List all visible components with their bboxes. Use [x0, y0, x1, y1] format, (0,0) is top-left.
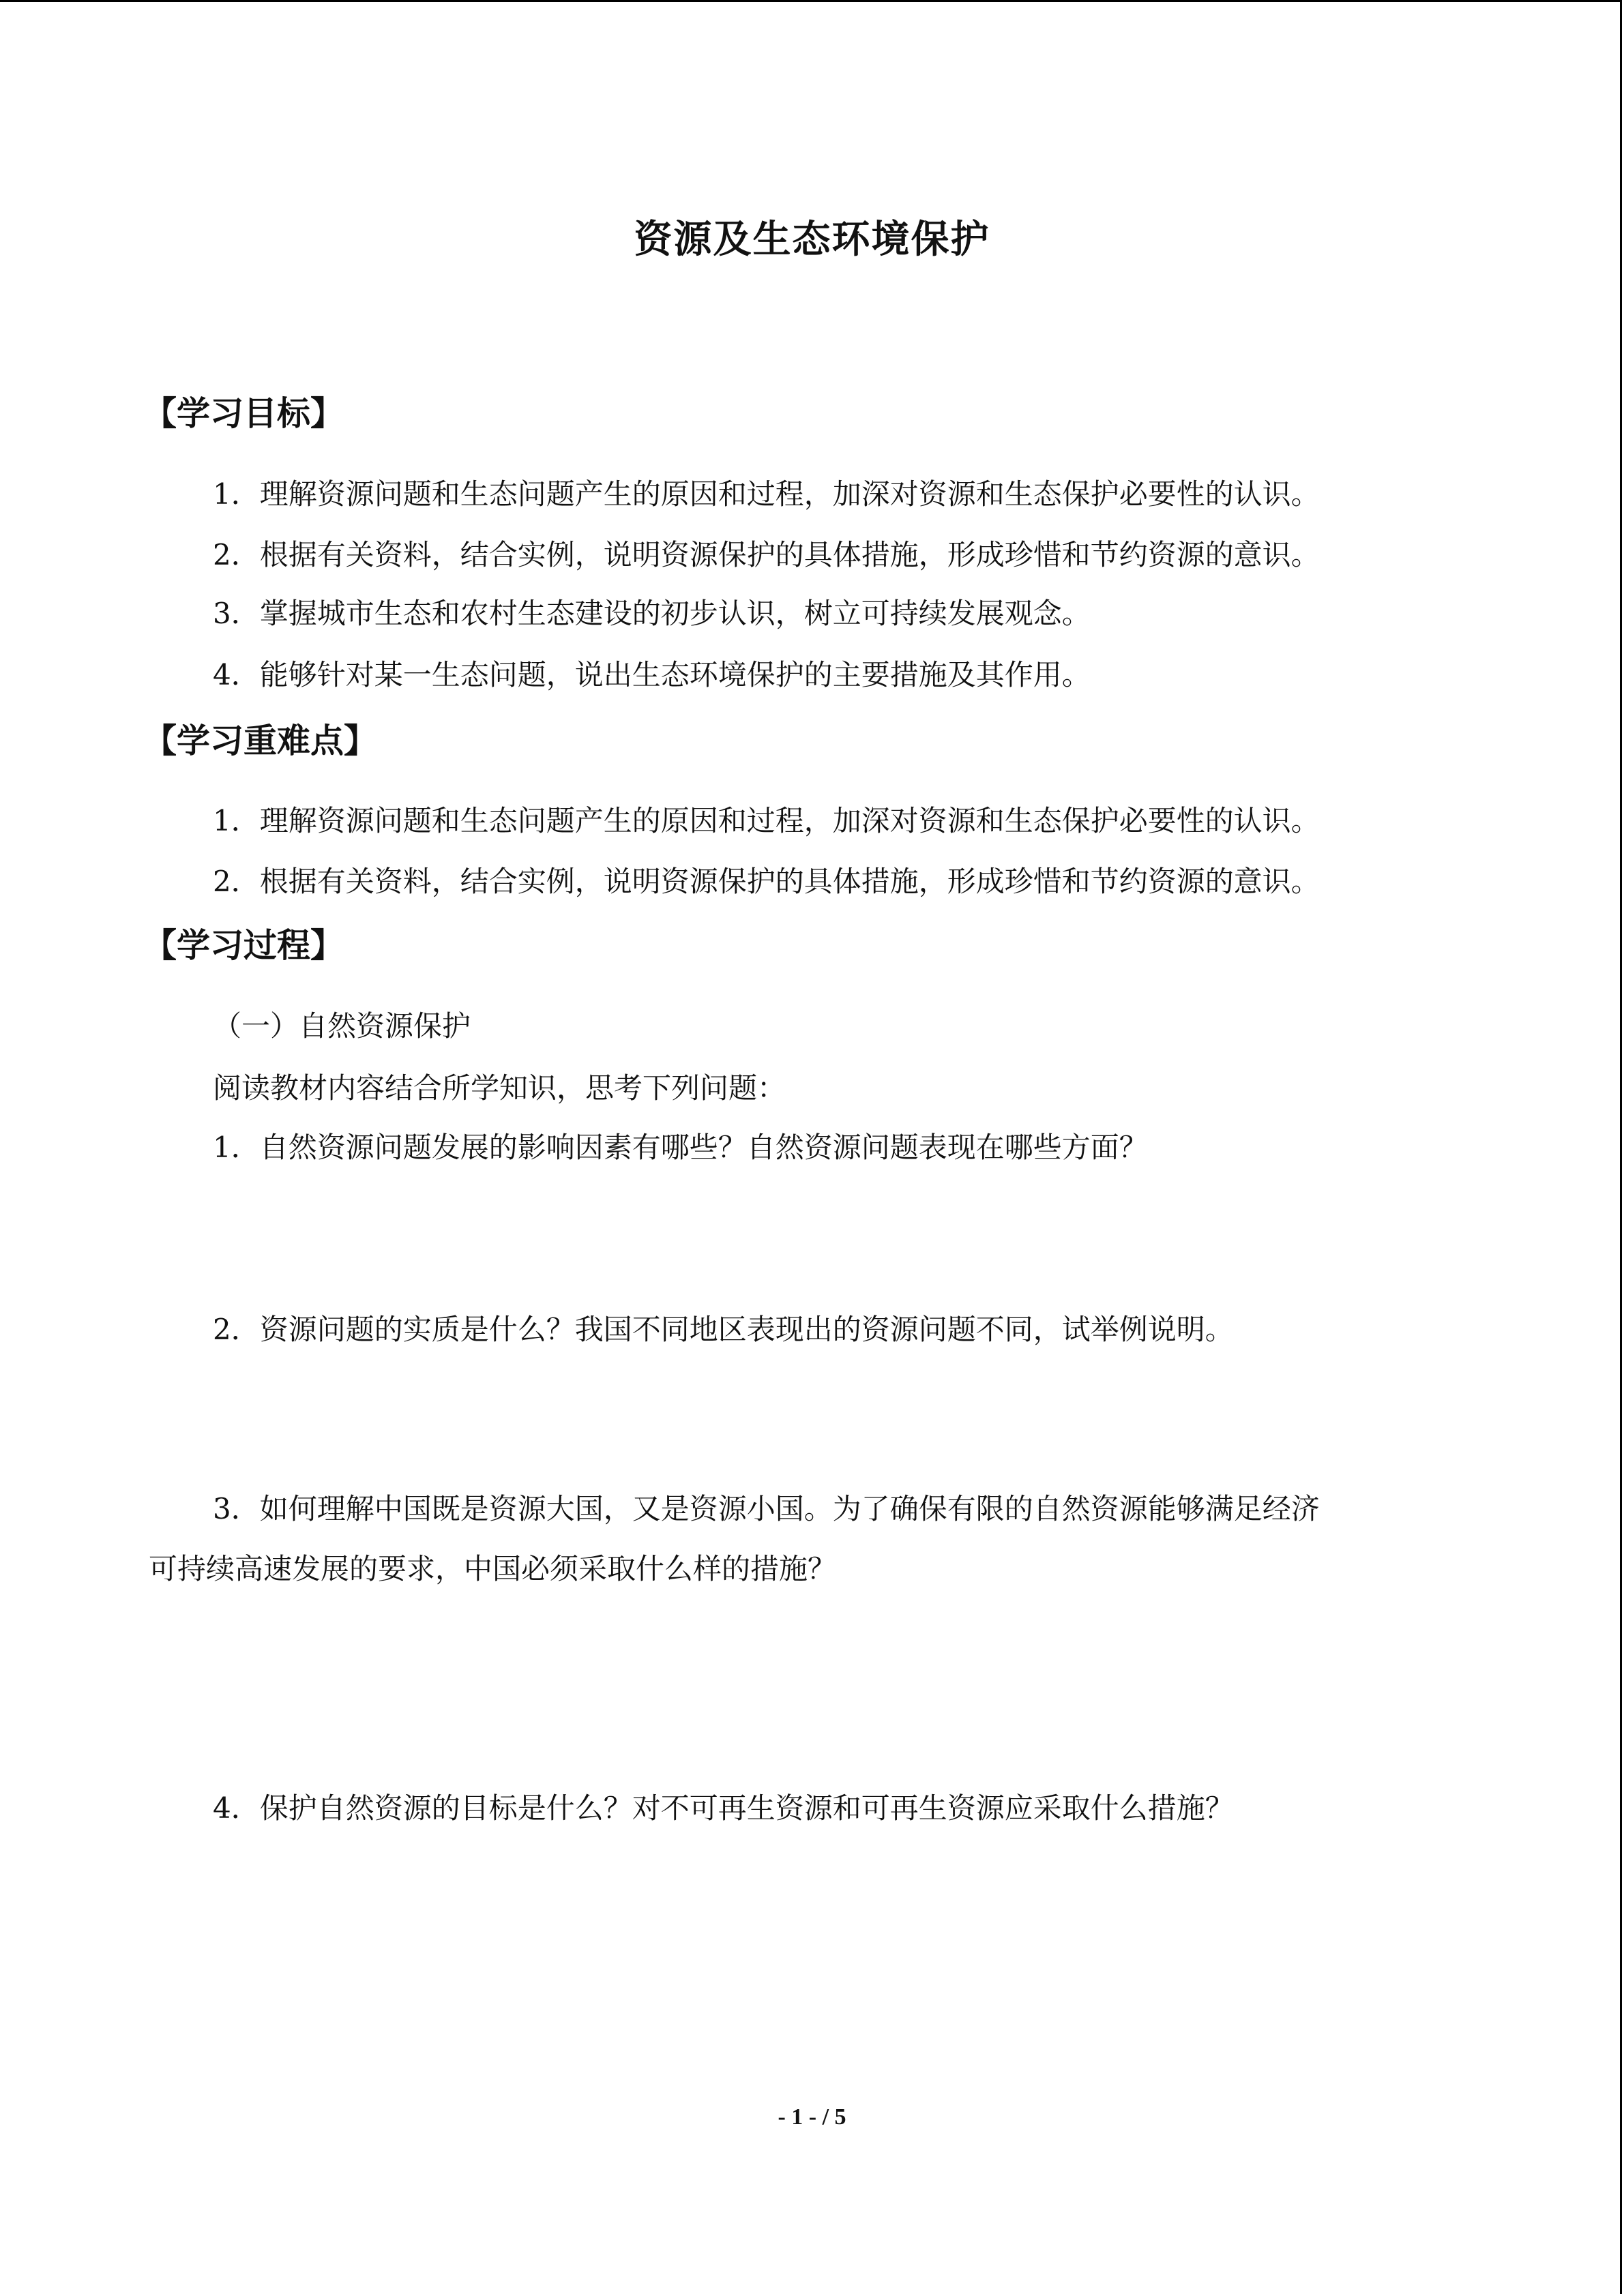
- objective-item-1: 1．理解资源问题和生态问题产生的原因和过程，加深对资源和生态保护必要性的认识。: [213, 477, 1320, 511]
- question-4: 4．保护自然资源的目标是什么？对不可再生资源和可再生资源应采取什么措施？: [213, 1791, 1234, 1825]
- question-3: 3．如何理解中国既是资源大国，又是资源小国。为了确保有限的自然资源能够满足经济: [213, 1492, 1320, 1525]
- objective-item-4: 4．能够针对某一生态问题，说出生态环境保护的主要措施及其作用。: [213, 658, 1091, 691]
- objective-item-3: 3．掌握城市生态和农村生态建设的初步认识，树立可持续发展观念。: [213, 597, 1091, 630]
- objective-item-2: 2．根据有关资料，结合实例，说明资源保护的具体措施，形成珍惜和节约资源的意识。: [213, 538, 1320, 571]
- section-heading-process: 【学习过程】: [143, 926, 344, 965]
- question-2: 2．资源问题的实质是什么？我国不同地区表现出的资源问题不同，试举例说明。: [213, 1313, 1234, 1346]
- section-heading-key-points: 【学习重难点】: [143, 721, 378, 760]
- key-point-item-2: 2．根据有关资料，结合实例，说明资源保护的具体措施，形成珍惜和节约资源的意识。: [213, 865, 1320, 898]
- key-point-item-1: 1．理解资源问题和生态问题产生的原因和过程，加深对资源和生态保护必要性的认识。: [213, 804, 1320, 837]
- question-1: 1．自然资源问题发展的影响因素有哪些？自然资源问题表现在哪些方面？: [213, 1131, 1148, 1164]
- process-intro: 阅读教材内容结合所学知识，思考下列问题：: [213, 1071, 786, 1105]
- page-number: - 1 - / 5: [778, 2104, 846, 2130]
- process-subheading: （一）自然资源保护: [213, 1009, 471, 1043]
- page-title: 资源及生态环境保护: [634, 218, 990, 262]
- question-3-continued: 可持续高速发展的要求，中国必须采取什么样的措施？: [149, 1552, 837, 1585]
- section-heading-objectives: 【学习目标】: [143, 394, 344, 433]
